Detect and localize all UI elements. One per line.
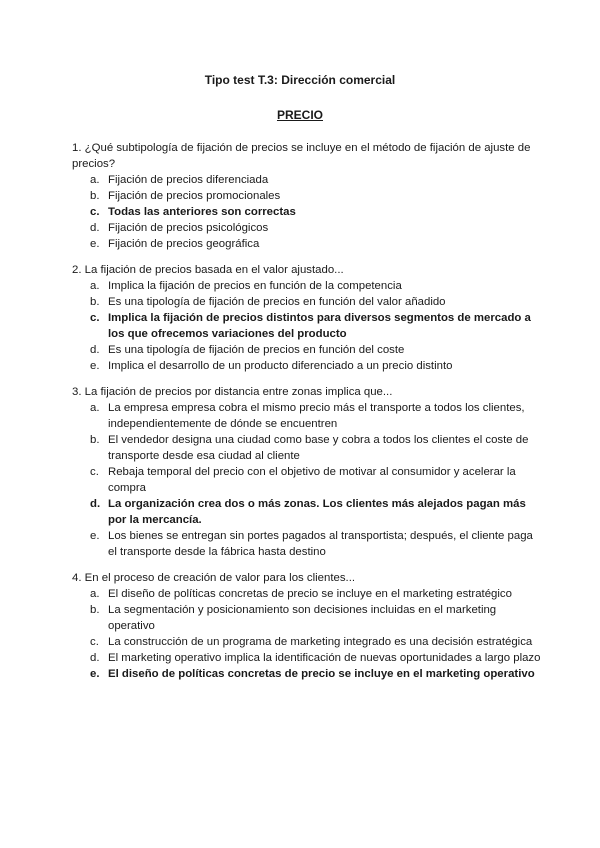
option-marker: a. <box>90 174 100 186</box>
questions-container <box>72 140 542 682</box>
option <box>72 528 542 560</box>
option-marker: d. <box>90 344 100 356</box>
option-text: El vendedor designa una ciudad como base y cobra a todos los clientes el coste de transporte desde esa ciudad al cliente <box>108 434 529 462</box>
option-list <box>72 586 542 682</box>
option-marker: d. <box>90 222 100 234</box>
option-text: Fijación de precios diferenciada <box>108 174 269 186</box>
option-text: Implica la fijación de precios en función de la competencia <box>108 280 402 292</box>
option <box>72 294 542 310</box>
option-text: Fijación de precios psicológicos <box>108 222 269 234</box>
option <box>72 236 542 252</box>
option-list <box>72 278 542 374</box>
option-text: Es una tipología de fijación de precios en función del valor añadido <box>108 296 446 308</box>
option-text: El diseño de políticas concretas de precio se incluye en el marketing operativo <box>108 668 535 680</box>
option-marker: c. <box>90 466 99 478</box>
option-text: Fijación de precios promocionales <box>108 190 281 202</box>
option <box>72 188 542 204</box>
option-marker: b. <box>90 296 100 308</box>
option-text: Todas las anteriores son correctas <box>108 206 296 218</box>
option-marker: d. <box>90 498 101 510</box>
option-marker: c. <box>90 636 99 648</box>
option-marker: b. <box>90 434 100 446</box>
option-text: Los bienes se entregan sin portes pagados al transportista; después, el cliente paga el transporte desde la fábrica hasta destino <box>108 530 533 558</box>
option <box>72 432 542 464</box>
correct-option <box>72 666 542 682</box>
question-text: 3. La fijación de precios por distancia entre zonas implica que... <box>72 386 393 398</box>
option-text: Rebaja temporal del precio con el objetivo de motivar al consumidor y acelerar la compra <box>108 466 516 494</box>
question <box>72 384 542 560</box>
option <box>72 358 542 374</box>
option <box>72 586 542 602</box>
question <box>72 570 542 682</box>
option-marker: e. <box>90 238 100 250</box>
option-text: La construcción de un programa de marketing integrado es una decisión estratégica <box>108 636 533 648</box>
option <box>72 278 542 294</box>
option-text: El marketing operativo implica la identificación de nuevas oportunidades a largo plazo <box>108 652 541 664</box>
correct-option <box>72 310 542 342</box>
option-marker: c. <box>90 312 100 324</box>
correct-option <box>72 496 542 528</box>
option-marker: c. <box>90 206 100 218</box>
option-text: La segmentación y posicionamiento son decisiones incluidas en el marketing operativo <box>108 604 497 632</box>
option <box>72 634 542 650</box>
option-text: La organización crea dos o más zonas. Los clientes más alejados pagan más por la mercancía. <box>108 498 526 526</box>
question-text: 1. ¿Qué subtipología de fijación de precios se incluye en el método de fijación de ajuste de precios? <box>72 142 531 170</box>
section-heading: PRECIO <box>276 108 323 122</box>
option-marker: e. <box>90 530 100 542</box>
option <box>72 602 542 634</box>
option-list <box>72 172 542 252</box>
option-marker: e. <box>90 668 100 680</box>
question <box>72 262 542 374</box>
option <box>72 342 542 358</box>
option <box>72 172 542 188</box>
option-text: Implica la fijación de precios distintos para diversos segmentos de mercado a los que ofrecemos variaciones del producto <box>108 312 531 340</box>
question <box>72 140 542 252</box>
document-title: Tipo test T.3: Dirección comercial <box>204 73 396 87</box>
option-marker: e. <box>90 360 100 372</box>
option-text: Fijación de precios geográfica <box>108 238 260 250</box>
question-text: 2. La fijación de precios basada en el valor ajustado... <box>72 264 344 276</box>
option-marker: a. <box>90 588 100 600</box>
option <box>72 220 542 236</box>
option-marker: b. <box>90 604 100 616</box>
option-text: Es una tipología de fijación de precios en función del coste <box>108 344 405 356</box>
option <box>72 464 542 496</box>
option-text: Implica el desarrollo de un producto diferenciado a un precio distinto <box>108 360 453 372</box>
question-text: 4. En el proceso de creación de valor para los clientes... <box>72 572 356 584</box>
option-marker: d. <box>90 652 100 664</box>
option-marker: b. <box>90 190 100 202</box>
option-text: La empresa empresa cobra el mismo precio más el transporte a todos los clientes, independientemente de dónde se encuentren <box>108 402 525 430</box>
option-marker: a. <box>90 402 100 414</box>
correct-option <box>72 204 542 220</box>
option <box>72 650 542 666</box>
option-marker: a. <box>90 280 100 292</box>
option <box>72 400 542 432</box>
option-list <box>72 400 542 560</box>
option-text: El diseño de políticas concretas de precio se incluye en el marketing estratégico <box>108 588 512 600</box>
